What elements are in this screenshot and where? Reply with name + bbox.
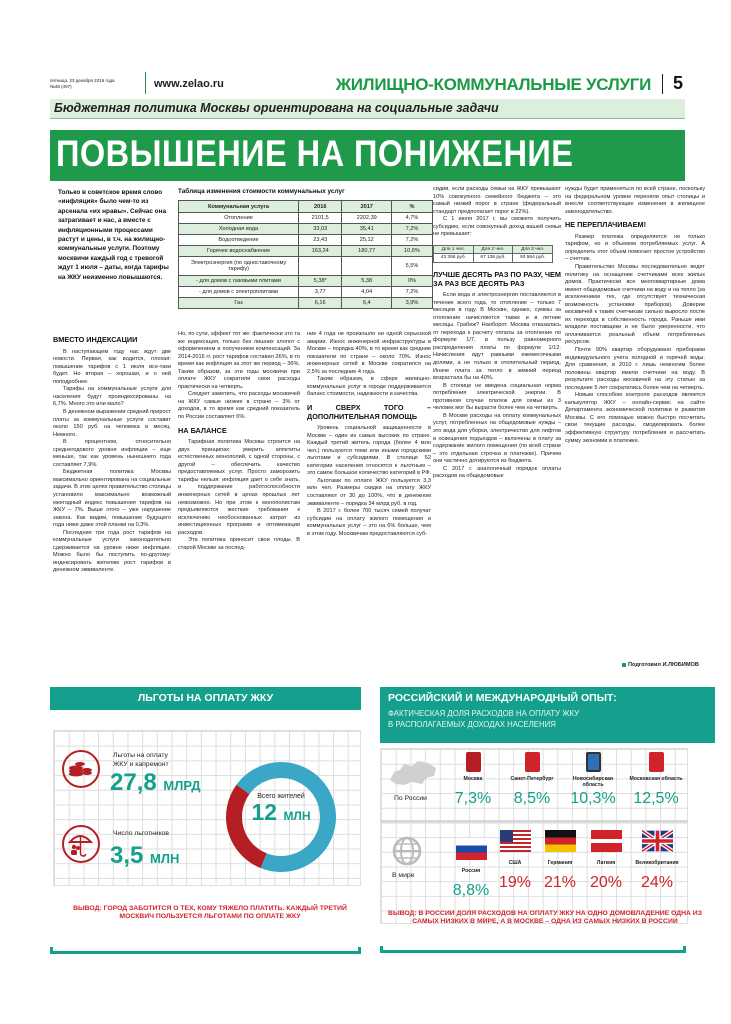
- cell-value: 43 356 руб.: [434, 254, 474, 263]
- cell-2017: [342, 257, 392, 276]
- benefits-conclusion: ВЫВОД: ГОРОД ЗАБОТИТСЯ О ТЕХ, КОМУ ТЯЖЕЛО ПЛАТИТЬ. КАЖДЫЙ ТРЕТИЙ МОСКВИЧ ПОЛЬЗУЕТСЯ ЛЬГОТАМИ ПО ОПЛАТЕ ЖКУ: [73, 905, 347, 921]
- region-spb: Санкт-Петербург 8,5%: [503, 752, 561, 808]
- table-header-row: [179, 201, 433, 213]
- cell-2017: 35,41: [342, 224, 392, 235]
- article-column-3: [307, 331, 431, 538]
- header-divider: [662, 74, 663, 94]
- column-header: Для 2 чел.: [473, 245, 513, 254]
- subheading: ВМЕСТО ИНДЕКСАЦИИ: [53, 335, 138, 344]
- region-novosibirsk: Новосибирская область 10,3%: [564, 752, 622, 808]
- experience-conclusion: ВЫВОД: В РОССИИ ДОЛЯ РАСХОДОВ НА ОПЛАТУ ЖКУ НА ОДНО ДОМОВЛАДЕНИЕ ОДНА ИЗ САМЫХ НИЗКИХ В МИРЕ, А В МОСКВЕ – ОДНА ИЗ САМЫХ НИЗКИХ В РОССИИ: [388, 910, 702, 926]
- byline: Подготовил И.ЛЮБИМОВ: [622, 662, 699, 668]
- table-row: [179, 246, 433, 257]
- paragraph: С 1 июля 2017 г. вы сможете получить субсидию, если совокупный доход вашей семьи не превышает:: [433, 216, 561, 238]
- paragraph: В денежном выражении средний прирост платы за коммунальные услуги составит около 150 руб. на человека в месяц. Немного.: [53, 408, 171, 438]
- cell-2016: 3,77: [299, 287, 342, 298]
- cell-pct: 4,7%: [391, 213, 432, 224]
- section-title: ЖИЛИЩНО-КОММУНАЛЬНЫЕ УСЛУГИ: [335, 75, 651, 94]
- spb-crest-icon: [525, 752, 540, 772]
- table-row: [434, 254, 553, 263]
- usa-flag-icon: [500, 830, 531, 852]
- cell-pct: 7,2%: [391, 224, 432, 235]
- cell-value: 93 564 руб.: [513, 254, 553, 263]
- cell-pct: 5,5%: [391, 257, 432, 276]
- table-row: [179, 276, 433, 287]
- paragraph: В столице не введена социальная норма потребления электрической энергии. В противном случае платеж для семьи из 3 человек мог бы вырасти более чем на четверть.: [433, 382, 561, 412]
- region-moscow-oblast: Московская область 12,5%: [627, 752, 685, 808]
- paragraph: сидии, если расходы семьи на ЖКУ превышают 10% совокупного семейного бюджета – это самый низкий порог в стране (федеральный стандарт предполагает порог в 22%).: [433, 186, 561, 215]
- table-header-row: [434, 245, 553, 254]
- table-row: [179, 224, 433, 235]
- cell-service: Электроэнергия (по одноставочному тарифу): [179, 257, 299, 276]
- paragraph: Эта политика приносит свои плоды. В старой Москве за послед-: [178, 537, 300, 551]
- bracket-divider: [380, 946, 686, 953]
- tariff-table-title: Таблица изменения стоимости коммунальных услуг: [178, 188, 345, 195]
- experience-title-bar: [380, 687, 715, 743]
- cell-pct: 7,2%: [391, 287, 432, 298]
- cell-service: - для домов с электроплитами: [179, 287, 299, 298]
- paragraph: Бюджетная политика Москвы максимально ориентирована на социальные задачи. В этих целях правительство столицы установило максимально возможный ежегодный индекс повышения тарифов на ЖКУ – 7%. Выше этого – уже нарушение закона. Как видим, повышение будущего года ниже даже этой планки на 0,3%.: [53, 469, 171, 529]
- cell-2017: 4,04: [342, 287, 392, 298]
- moscow-oblast-crest-icon: [649, 752, 664, 772]
- country-latvia: Латвия 20%: [582, 830, 630, 892]
- article-column-5: [565, 186, 705, 445]
- section-divider: [380, 820, 688, 823]
- bracket-divider: [50, 947, 361, 954]
- country-usa: США 19%: [491, 830, 539, 892]
- paragraph: Новым способом контроля расходов является калькулятор ЖКУ – онлайн-сервис на сайте Департамента экономической политики и развития Москвы. С его помощью можно быстро посчитать свои текущие расходы, смоделировать более эффективную структуру потребления и рассчитать сумму экономии в платежке.: [565, 392, 705, 444]
- russia-map-icon: [388, 758, 438, 788]
- cell-2016: 23,43: [299, 235, 342, 246]
- cell-2017: 2202,39: [342, 213, 392, 224]
- issue-number: №48 (497): [50, 84, 72, 89]
- column-header: Для 3 чел.: [513, 245, 553, 254]
- experience-title: РОССИЙСКИЙ И МЕЖДУНАРОДНЫЙ ОПЫТ:: [388, 692, 617, 704]
- paragraph: Следует заметить, что расходы москвичей на ЖКУ самые низкие в стране – 3% от доходов, в то время как средний показатель по России составляет 6%.: [178, 391, 300, 421]
- page-number: 5: [672, 73, 683, 93]
- table-row: [179, 287, 433, 298]
- headline: ПОВЫШЕНИЕ НА ПОНИЖЕНИЕ: [56, 133, 574, 174]
- column-header: Для 1 чел.: [434, 245, 474, 254]
- cell-2017: 6,4: [342, 298, 392, 309]
- cell-service: Отопление: [179, 213, 299, 224]
- russia-row-label: По России: [394, 795, 427, 802]
- paragraph: С 2017 г. аналогичный порядок оплаты расходов на общедомовые: [433, 465, 561, 480]
- region-moscow: Москва 7,3%: [449, 752, 497, 808]
- moscow-crest-icon: [466, 752, 481, 772]
- header-divider: [145, 72, 146, 94]
- latvia-flag-icon: [591, 830, 622, 852]
- cell-2016: 33,03: [299, 224, 342, 235]
- coins-icon: [62, 750, 100, 788]
- tariff-table: [178, 200, 433, 309]
- table-row: [179, 257, 433, 276]
- headline-bar: [50, 130, 685, 181]
- country-germany: Германия 21%: [536, 830, 584, 892]
- subheading: НЕ ПЕРЕПЛАЧИВАЕМ!: [565, 220, 647, 230]
- table-row: [179, 235, 433, 246]
- benefits-title: ЛЬГОТЫ НА ОПЛАТУ ЖКУ: [137, 692, 274, 704]
- paragraph: В Москве расходы на оплату коммунальных услуг, потребленных на общедомовые нужды – это вода для уборки, электричество для лифтов и освещения подъездов – включены в плату за содержание жилого помещения (по всей стране – это отдельная строчка в платежке). Причем они частично дотируются из бюджета.: [433, 412, 561, 465]
- article-column-2: [178, 331, 300, 552]
- benefits-amount-value: 27,8 МЛРД: [110, 769, 201, 796]
- paragraph: Размер платежа определяется не только тарифом, но и объемом потребляемых услуг. А определить этот объем помогает простое устройство – счетчик.: [565, 233, 705, 263]
- umbrella-people-icon: [62, 825, 100, 863]
- cell-2016: [299, 257, 342, 276]
- cell-2017: 25,12: [342, 235, 392, 246]
- cell-pct: 0%: [391, 276, 432, 287]
- paragraph: ние 4 года не произошло ни одной серьезной аварии. Износ инженерной инфраструктуры в Москве – порядка 40%, в то время как средние показатели по стране – около 70%. Износ инженерных сетей в Москве сократился на 2,5% за последние 4 года.: [307, 331, 431, 375]
- beneficiaries-label: Число льготников: [113, 830, 170, 837]
- paragraph: Тарифы на коммунальные услуги для населения будут проиндексированы на 6,7%. Много это или мало?: [53, 386, 171, 408]
- cell-service: - для домов с газовыми плитами: [179, 276, 299, 287]
- cell-value: 67 136 руб.: [473, 254, 513, 263]
- paragraph: В наступающем году нас ждут две новости. Первая, как водится, плохая: повышение тарифов с 1 июля все-таки будет. Но вторая – хорошая, и о ней поподробнее.: [53, 348, 171, 385]
- cell-service: Водоотведение: [179, 235, 299, 246]
- donut-center-label: Всего жителей 12 МЛН: [251, 793, 311, 825]
- cell-2017: 5,38: [342, 276, 392, 287]
- cell-service: Газ: [179, 298, 299, 309]
- column-header: 2017: [342, 201, 392, 213]
- cell-pct: 7,2%: [391, 235, 432, 246]
- cell-pct: 10,6%: [391, 246, 432, 257]
- country-russia: Россия 8,8%: [447, 838, 495, 900]
- novosibirsk-crest-icon: [586, 752, 601, 772]
- article-column-4: [433, 186, 561, 481]
- cell-2016: 6,16: [299, 298, 342, 309]
- paragraph: нужды будет применяться по всей стране, поскольку на федеральном уровне переняли опыт столицы и внесли соответствующие изменения в жилищное законодательство.: [565, 186, 705, 215]
- globe-icon: [392, 836, 422, 866]
- kicker-bar: [50, 99, 685, 119]
- benefits-amount-label: Льготы на оплату ЖКУ и капремонт: [113, 752, 169, 768]
- experience-subtitle: В РАСПОЛАГАЕМЫХ ДОХОДАХ НАСЕЛЕНИЯ: [388, 720, 556, 729]
- paragraph: Льготами по оплате ЖКУ пользуется 3,3 млн чел. Размеры скидки на оплату ЖКУ составляют от 30 до 100%, что в денежном эквиваленте – порядка 34 млрд руб. в год.: [307, 477, 431, 507]
- paragraph: Уровень социальной защищенности в Москве – один из самых высоких по стране. Каждый третий житель города (более 4 млн чел.) пользуются теми или иными городскими льготами и субсидиями. В столице 52 категории населения относятся к льготным – это самое большое количество категорий в РФ.: [307, 425, 432, 477]
- country-uk: Великобритания 24%: [627, 830, 687, 892]
- column-header: 2016: [299, 201, 342, 213]
- paragraph: В процентном, относительно среднегодового уровня инфляции – еще меньше, так как уровень нынешнего года составляет 7,9%.: [53, 439, 171, 468]
- experience-subtitle: ФАКТИЧЕСКАЯ ДОЛЯ РАСХОДОВ НА ОПЛАТУ ЖКУ: [388, 709, 580, 718]
- cell-2017: 180,77: [342, 246, 392, 257]
- subheading: И СВЕРХ ТОГО – ДОПОЛНИТЕЛЬНАЯ ПОМОЩЬ: [307, 402, 431, 421]
- subsidy-table: [433, 245, 553, 263]
- table-row: [179, 298, 433, 309]
- russia-flag-icon: [456, 838, 487, 860]
- kicker-text: Бюджетная политика Москвы ориентирована на социальные задачи: [54, 101, 499, 115]
- issue-date: пятница, 23 декабря 2016 года №48 (497): [50, 78, 115, 89]
- paragraph: Почти 90% квартир оборудовано приборами индивидуального учета холодной и горячей воды. Для сравнения, в 2010 г. лишь немногим более половины квартир имели счетчики на воду. В результате расходы москвичей на эту статью за последние 5 лет сократились более чем на четверть.: [565, 346, 705, 391]
- paragraph: Правительство Москвы последовательно ведет политику на оснащение счетчиками всех жилых домов. Практически все многоквартирные дома имеют общедомовые счетчики на воду и на тепло (за исключением тех, где отсутствует техническая возможность установки приборов). Доверие москвичей к таким счетчикам сильно выросло после их перехода в собственность города. Раньше ими владели поставщики и не было уверенности, что оплачивается реальный объем потребленных ресурсов.: [565, 263, 705, 346]
- uk-flag-icon: [642, 830, 673, 852]
- cell-service: Холодная вода: [179, 224, 299, 235]
- cell-2016: 5,38*: [299, 276, 342, 287]
- paragraph: В 2017 г. более 700 тысяч семей получат субсидии на оплату жилого помещения и коммунальных услуг – это на 6% больше, чем в этом году. Москвичам предоставляются суб-: [307, 508, 431, 537]
- paragraph: Таким образом, в сфере жилищно-коммунальных услуг в городе поддерживается баланс стоимости, надежности и качества.: [307, 376, 431, 398]
- page-header: [50, 72, 685, 98]
- subheading: НА БАЛАНСЕ: [178, 425, 227, 435]
- beneficiaries-value: 3,5 МЛН: [110, 842, 180, 869]
- paragraph: Но, по сути, эффект тот же: фактически это та же индексация, только без лишних хлопот с оформлением и получением компенсаций. За 2014-2016 гг. рост тарифов составил 26%, в то время как инфляция за этот же период – 36%. Таким образом, за эти годы москвичи при оплате ЖКУ сократили свои расходы практически на четверть.: [178, 331, 300, 390]
- cell-2016: 163,24: [299, 246, 342, 257]
- subheading: ЛУЧШЕ ДЕСЯТЬ РАЗ ПО РАЗУ, ЧЕМ ЗА РАЗ ВСЕ ДЕСЯТЬ РАЗ: [433, 269, 561, 288]
- paragraph: Если вода и электроэнергия поставляются в течение всего года, то отопление – только 7 месяцев в году. В Москве, однако, суммы за отопление начисляются также и в летние месяцы. Грабеж? Наоборот. Москва отказалась от перехода к расчету оплаты за отопление по формуле 1/7, в пользу равномерного распределения платы по формуле 1/12. Начисления идут равными ежемесячными долями, а не только в отопительный период. Иначе плата за тепло в зимний период возрастала бы на 40%.: [433, 292, 561, 382]
- table-row: [179, 213, 433, 224]
- world-row-label: В мире: [392, 872, 415, 879]
- lead-paragraph: Только в советское время слово «инфляция» было чем-то из арсенала «их нравы». Сейчас она затрагивает и нас, а вместе с инфляционными процессами растут и цены, в т.ч. на жилищно-коммунальные услуги. Поэтому москвичи каждый год с тревогой ждут 1 июля – даты, когда тарифы на ЖКУ неизменно повышаются.: [58, 189, 169, 281]
- site-link[interactable]: www.zelao.ru: [154, 78, 224, 90]
- paragraph: Тарифная политика Москвы строится на двух принципах: умерить аппетиты естественных монополий, с одной стороны, с другой – обеспечить качество предоставляемых услуг. Просто заморозить тарифы нельзя: инфляция дает о себе знать, и поддержание работоспособности инженерных сетей в ценах прошлых лет невозможно. Но при этом к монополистам предъявляются жесткие требования к исключению необоснованных затрат из инвестиционных программ и оптимизации расходов.: [178, 439, 300, 536]
- column-header: %: [391, 201, 432, 213]
- cell-pct: 3,9%: [391, 298, 432, 309]
- germany-flag-icon: [545, 830, 576, 852]
- article-column-1: [53, 336, 171, 575]
- column-header: Коммунальная услуга: [179, 201, 299, 213]
- bullet-square-icon: [622, 663, 626, 667]
- cell-service: Горячее водоснабжение: [179, 246, 299, 257]
- paragraph: Последние три года рост тарифов на коммунальные услуги законодательно сдерживается на уровне ниже инфляции. Можно было бы поступить по-другому: индексировать жителям рост тарифов в денежном эквиваленте.: [53, 529, 171, 574]
- benefits-title-bar: [50, 687, 361, 710]
- cell-2016: 2101,5: [299, 213, 342, 224]
